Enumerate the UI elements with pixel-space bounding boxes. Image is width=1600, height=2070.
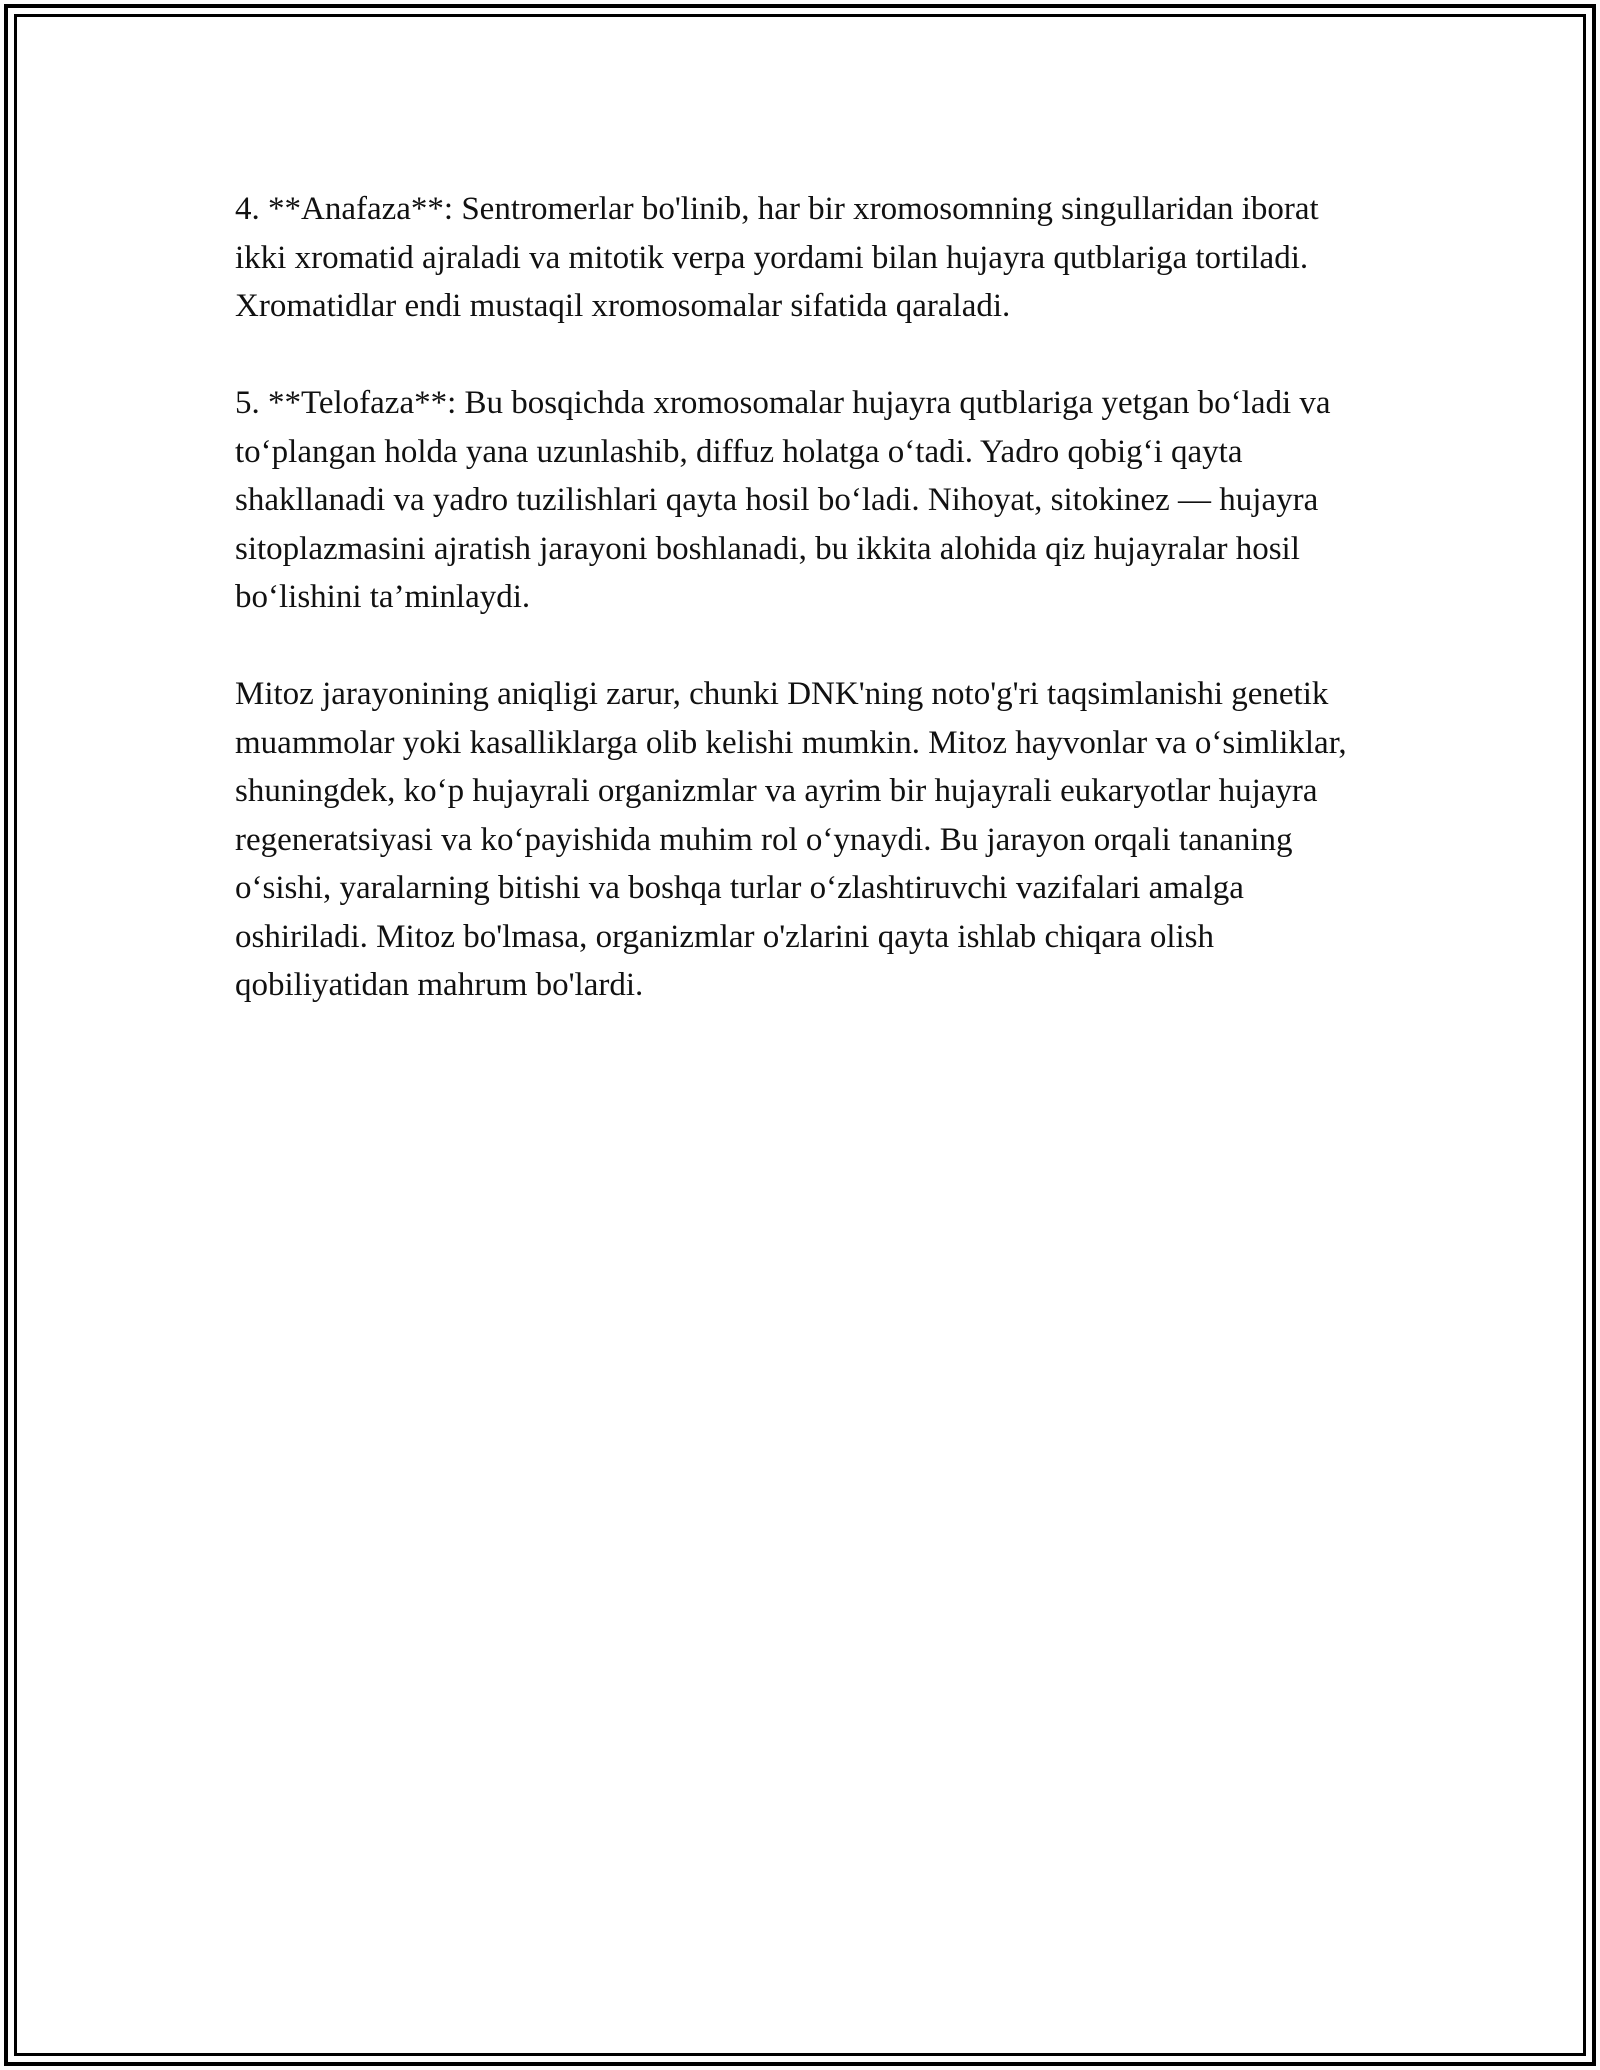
paragraph-telofaza: 5. **Telofaza**: Bu bosqichda xromosomalar hujayra qutblariga yetgan bo‘ladi va to‘plangan holda yana uzunlashib, diffuz holatga o‘tadi. Yadro qobig‘i qayta shakllanadi va yadro tuzilishlari qayta hosil bo‘ladi. Nihoyat, sitokinez — hujayra sitoplazmasini ajratish jarayoni boshlanadi, bu ikkita alohida qiz hujayralar hosil bo‘lishini ta’minlaydi.: [235, 385, 1331, 615]
paragraph-anafaza: 4. **Anafaza**: Sentromerlar bo'linib, har bir xromosomning singullaridan iborat ikki xromatid ajraladi va mitotik verpa yordami bilan hujayra qutblariga tortiladi. Xromatidlar endi mustaqil xromosomalar sifatida qaraladi.: [235, 191, 1319, 324]
document-body: [235, 185, 1375, 1010]
paragraph-mitoz-summary: Mitoz jarayonining aniqligi zarur, chunki DNK'ning noto'g'ri taqsimlanishi genetik muammolar yoki kasalliklarga olib kelishi mumkin. Mitoz hayvonlar va o‘simliklar, shuningdek, ko‘p hujayrali organizmlar va ayrim bir hujayrali eukaryotlar hujayra regeneratsiyasi va ko‘payishida muhim rol o‘ynaydi. Bu jarayon orqali tananing o‘sishi, yaralarning bitishi va boshqa turlar o‘zlashtiruvchi vazifalari amalga oshiriladi. Mitoz bo'lmasa, organizmlar o'zlarini qayta ishlab chiqara olish qobiliyatidan mahrum bo'lardi.: [235, 676, 1347, 1003]
